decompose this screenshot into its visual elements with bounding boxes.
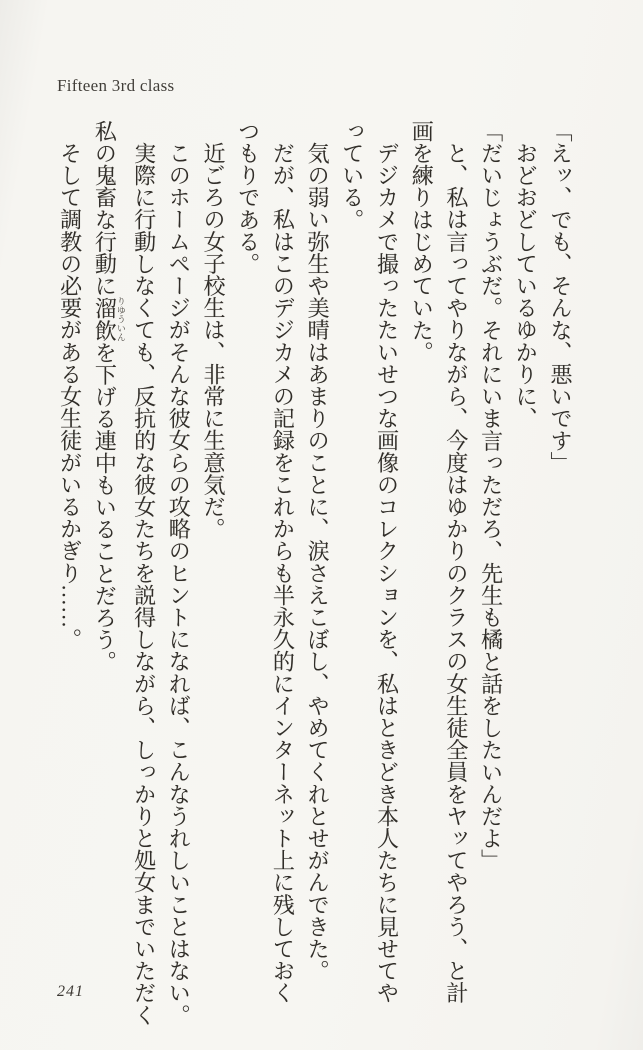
text-line: 近ごろの女子校生は、非常に生意気だ。 <box>200 142 226 540</box>
text-line: 実際に行動しなくても、反抗的な彼女たちを説得しながら、しっかりと処女までいただく <box>131 142 157 1026</box>
page-number: 241 <box>57 983 84 1000</box>
text-line: 「だいじょうぶだ。それにいま言っただろ、先生も橘と話をしたいんだよ」 <box>478 120 504 872</box>
text-line: つもりである。 <box>235 120 261 275</box>
body-text <box>52 120 577 1034</box>
text-line: デジカメで撮ったたいせつな画像のコレクションを、私はときどき本人たちに見せてや <box>374 142 400 1004</box>
running-header: Fifteen 3rd class <box>57 76 175 95</box>
text-line: 画を練りはじめていた。 <box>409 120 435 364</box>
ruby-annotated-word: 溜飲りゆういん <box>92 296 126 342</box>
text-line: そして調教の必要がある女生徒がいるかぎり……。 <box>57 142 83 651</box>
text-line: このホームページがそんな彼女らの攻略のヒントになれば、こんなうれしいことはない。 <box>166 142 192 1026</box>
text-line: おどおどしているゆかりに、 <box>513 142 539 430</box>
furigana: りゆういん <box>115 296 126 342</box>
text-line: 気の弱い弥生や美晴はあまりのことに、涙さえこぼし、やめてくれとせがんできた。 <box>305 142 331 982</box>
text-line: っている。 <box>339 120 365 231</box>
text-line: だが、私はこのデジカメの記録をこれからも半永久的にインターネット上に残しておく <box>270 142 296 1004</box>
text-line: 「えッ、でも、そんな、悪いです」 <box>548 120 573 474</box>
text-line: と、私は言ってやりながら、今度はゆかりのクラスの女生徒全員をヤッてやろう、と計 <box>443 142 469 1004</box>
text-line: 私の鬼畜な行動に溜飲りゆういんを下げる連中もいることだろう。 <box>92 120 126 673</box>
